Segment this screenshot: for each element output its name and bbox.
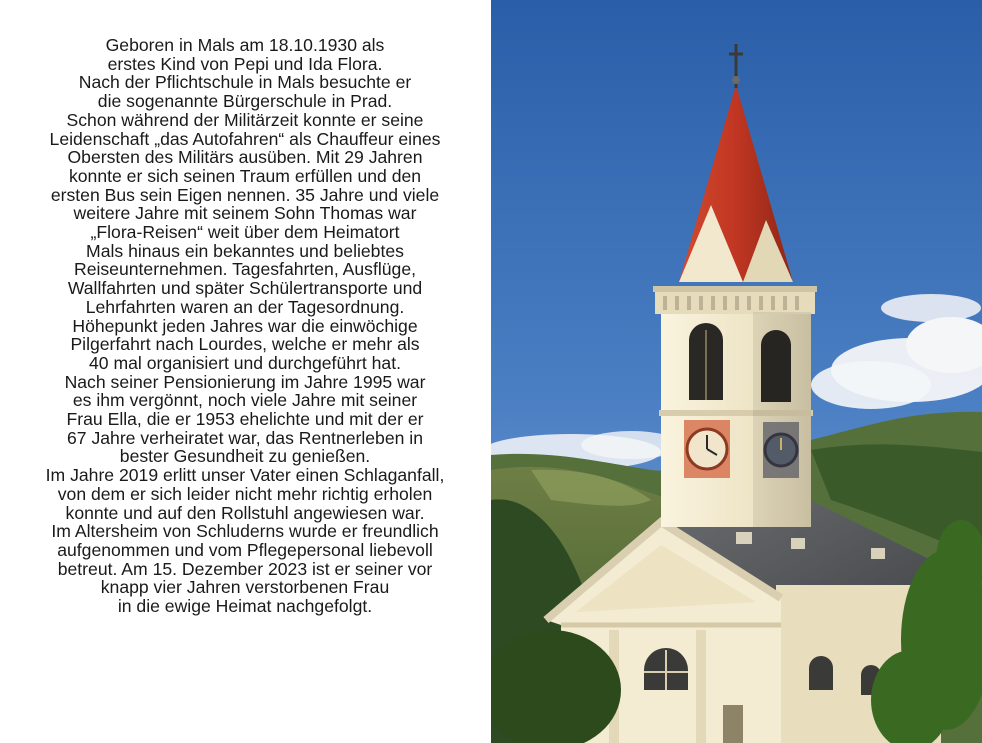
biography-line: Nach der Pflichtschule in Mals besuchte er: [78, 72, 412, 93]
biography-line: Obersten des Militärs ausüben. Mit 29 Jahren: [67, 147, 423, 168]
church-illustration: [491, 0, 982, 743]
biography-line: Leidenschaft „das Autofahren“ als Chauffeur eines: [49, 128, 441, 149]
biography-line: knapp vier Jahren verstorbenen Frau: [100, 577, 390, 598]
biography-line: Frau Ella, die er 1953 ehelichte und mit der er: [66, 409, 424, 430]
biography-line: Schon während der Militärzeit konnte er seine: [66, 109, 424, 130]
biography-line: es ihm vergönnt, noch viele Jahre mit seiner: [72, 390, 418, 411]
biography-line: Nach seiner Pensionierung im Jahre 1995 war: [64, 371, 426, 392]
biography-line: konnte er sich seinen Traum erfüllen und den: [68, 165, 422, 186]
biography-line: Pilgerfahrt nach Lourdes, welche er mehr als: [70, 334, 420, 355]
biography-line: „Flora-Reisen“ weit über dem Heimatort: [90, 222, 400, 243]
biography-line: 67 Jahre verheiratet war, das Rentnerleben in: [67, 427, 423, 448]
biography-line: von dem er sich leider nicht mehr richtig erholen: [57, 483, 433, 504]
biography-line: aufgenommen und vom Pflegepersonal liebevoll: [57, 539, 433, 560]
biography-line: Lehrfahrten waren an der Tagesordnung.: [85, 296, 405, 317]
biography-line: Geboren in Mals am 18.10.1930 als: [105, 35, 385, 55]
biography-line: erstes Kind von Pepi und Ida Flora.: [107, 53, 383, 74]
biography-line: betreut. Am 15. Dezember 2023 ist er seiner vor: [57, 558, 433, 579]
biography-line: Mals hinaus ein bekanntes und beliebtes: [86, 240, 404, 261]
biography-line: konnte und auf den Rollstuhl angewiesen war.: [65, 502, 425, 523]
biography-line: in die ewige Heimat nachgefolgt.: [117, 596, 373, 617]
text-panel: [0, 0, 490, 743]
biography-line: Wallfahrten und später Schülertransporte und: [67, 278, 423, 299]
biography-line: ersten Bus sein Eigen nennen. 35 Jahre und viele: [50, 184, 440, 205]
biography-line: Reiseunternehmen. Tagesfahrten, Ausflüge,: [73, 259, 416, 280]
biography-line: Im Jahre 2019 erlitt unser Vater einen Schlaganfall,: [45, 465, 445, 486]
biography-line: weitere Jahre mit seinem Sohn Thomas war: [73, 203, 417, 224]
biography-text: [8, 36, 482, 616]
church-photo: [491, 0, 982, 743]
biography-line: Höhepunkt jeden Jahres war die einwöchige: [72, 315, 418, 336]
biography-line: die sogenannte Bürgerschule in Prad.: [97, 91, 393, 112]
clock-face: [684, 420, 730, 478]
biography-line: Im Altersheim von Schluderns wurde er freundlich: [51, 521, 439, 542]
biography-line: 40 mal organisiert und durchgeführt hat.: [89, 352, 401, 373]
biography-line: bester Gesundheit zu genießen.: [119, 446, 371, 467]
